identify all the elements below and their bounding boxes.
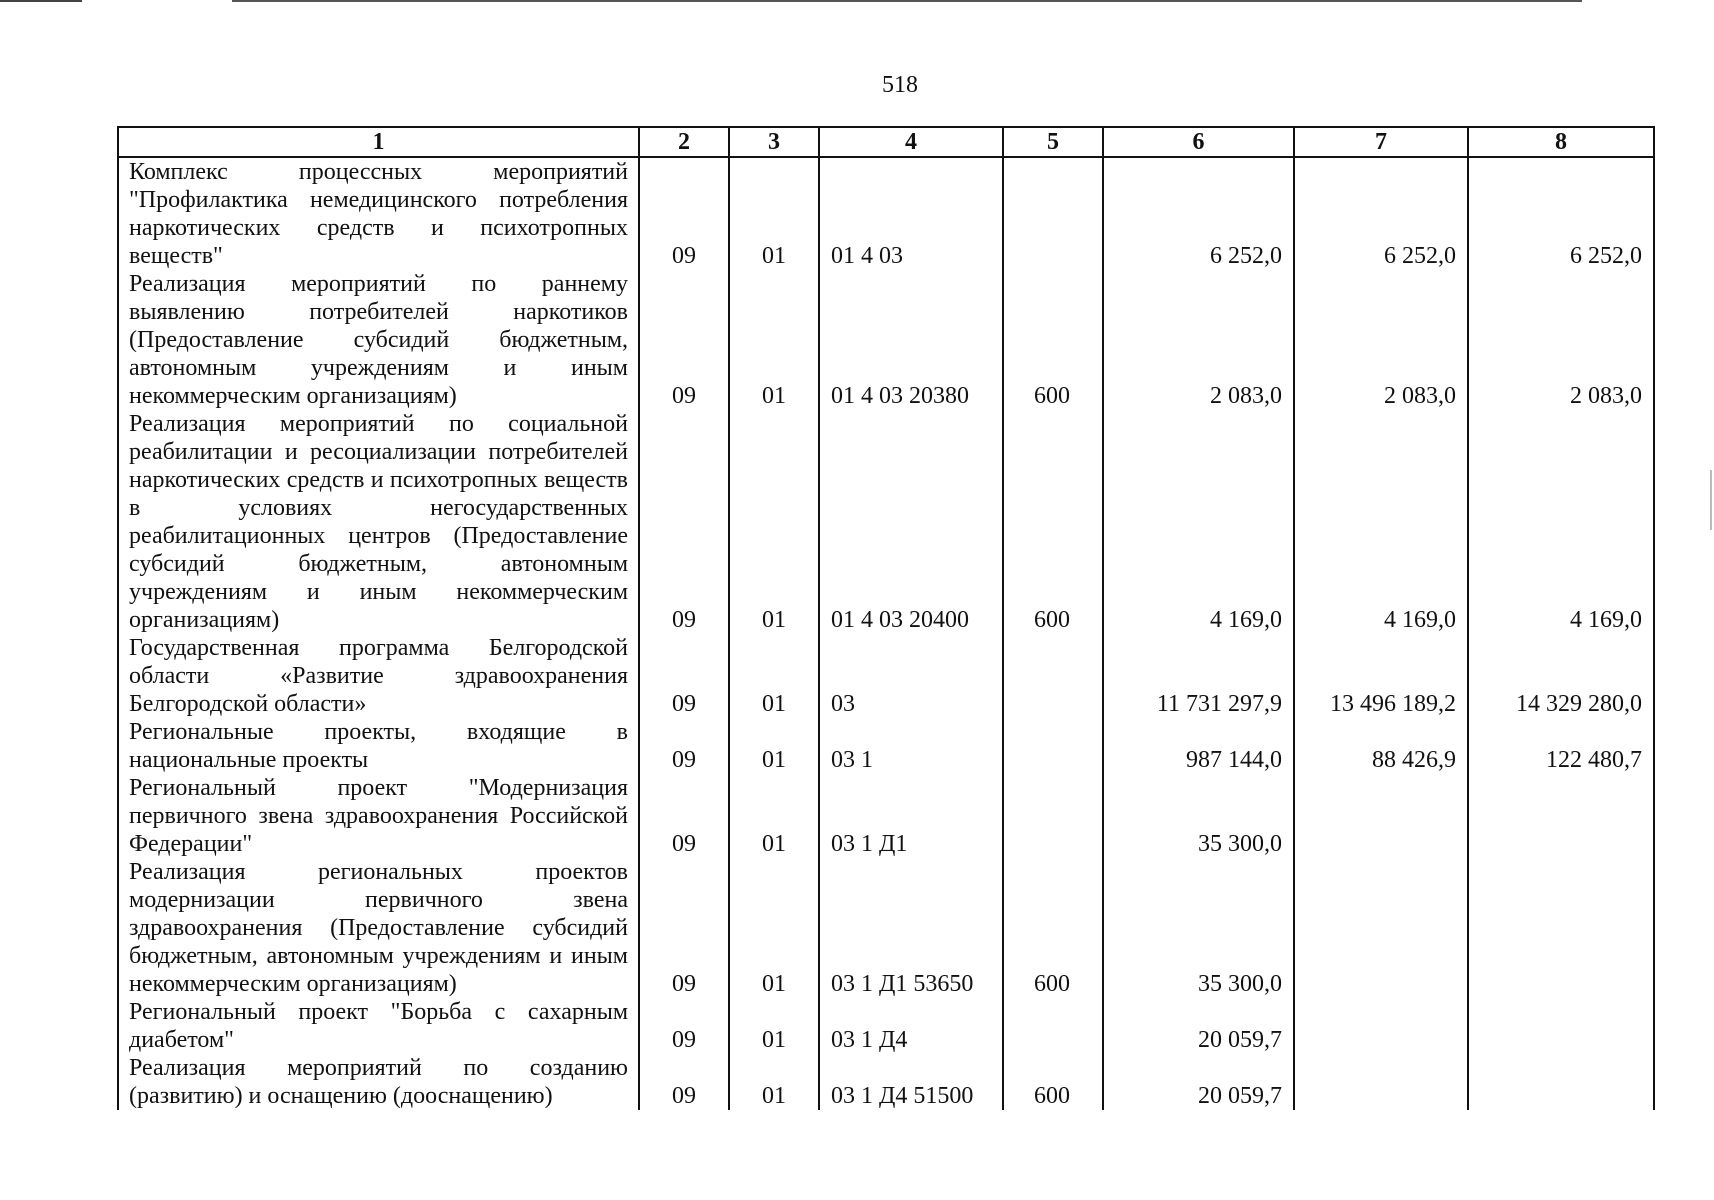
row-section: 09 [639,157,729,270]
row-target-code: 03 1 Д4 [819,998,1003,1054]
row-subsection: 01 [729,718,819,774]
row-amount-6: 987 144,0 [1103,718,1294,774]
row-amount-8: 2 083,0 [1468,270,1654,410]
row-target-code: 03 1 Д1 [819,774,1003,858]
row-name: Региональный проект "Модернизация первичного звена здравоохранения Российской Федерации" [118,774,639,858]
row-name: Реализация мероприятий по раннему выявлению потребителей наркотиков (Предоставление субсидий бюджетным, автономным учреждениям и иным некоммерческим организациям) [118,270,639,410]
row-target-code: 01 4 03 [819,157,1003,270]
row-expense-type [1003,774,1103,858]
row-name: Комплекс процессных мероприятий "Профилактика немедицинского потребления наркотических средств и психотропных веществ" [118,157,639,270]
row-section: 09 [639,998,729,1054]
row-amount-7: 13 496 189,2 [1294,634,1468,718]
table-row [118,410,1654,634]
table-row [118,998,1654,1054]
row-subsection: 01 [729,998,819,1054]
row-amount-8: 14 329 280,0 [1468,634,1654,718]
top-rule-right [232,0,1582,2]
row-subsection: 01 [729,270,819,410]
row-amount-6: 4 169,0 [1103,410,1294,634]
row-amount-6: 6 252,0 [1103,157,1294,270]
row-amount-6: 35 300,0 [1103,858,1294,998]
budget-table [117,126,1655,1110]
table-row [118,157,1654,270]
header-col-1: 1 [118,127,639,157]
row-subsection: 01 [729,858,819,998]
row-subsection: 01 [729,774,819,858]
table-header-row [118,127,1654,157]
table-row [118,1054,1654,1110]
row-subsection: 01 [729,1054,819,1110]
row-expense-type: 600 [1003,270,1103,410]
row-amount-7 [1294,858,1468,998]
row-target-code: 03 1 [819,718,1003,774]
row-name: Государственная программа Белгородской области «Развитие здравоохранения Белгородской области» [118,634,639,718]
header-col-6: 6 [1103,127,1294,157]
row-name: Реализация мероприятий по социальной реабилитации и ресоциализации потребителей наркотических средств и психотропных веществ в условиях негосударственных реабилитационных центров (Предоставление субсидий бюджетным, автономным учреждениям и иным некоммерческим организациям) [118,410,639,634]
table-row [118,270,1654,410]
row-target-code: 03 [819,634,1003,718]
row-name: Региональные проекты, входящие в национальные проекты [118,718,639,774]
row-amount-6: 2 083,0 [1103,270,1294,410]
table-row [118,774,1654,858]
row-expense-type [1003,634,1103,718]
table-row [118,634,1654,718]
row-amount-6: 11 731 297,9 [1103,634,1294,718]
row-amount-7 [1294,1054,1468,1110]
row-name: Реализация мероприятий по созданию (развитию) и оснащению (дооснащению) [118,1054,639,1110]
header-col-5: 5 [1003,127,1103,157]
row-amount-8: 4 169,0 [1468,410,1654,634]
row-expense-type: 600 [1003,1054,1103,1110]
row-amount-7 [1294,774,1468,858]
row-amount-8 [1468,774,1654,858]
top-rule-left [0,0,82,2]
row-target-code: 01 4 03 20380 [819,270,1003,410]
row-subsection: 01 [729,157,819,270]
row-expense-type [1003,998,1103,1054]
row-name: Региональный проект "Борьба с сахарным диабетом" [118,998,639,1054]
header-col-2: 2 [639,127,729,157]
row-subsection: 01 [729,634,819,718]
row-amount-7: 88 426,9 [1294,718,1468,774]
row-amount-8 [1468,998,1654,1054]
row-target-code: 01 4 03 20400 [819,410,1003,634]
row-amount-8: 6 252,0 [1468,157,1654,270]
row-section: 09 [639,410,729,634]
row-subsection: 01 [729,410,819,634]
row-section: 09 [639,858,729,998]
page-number: 518 [882,72,918,98]
row-amount-7: 4 169,0 [1294,410,1468,634]
row-amount-7: 2 083,0 [1294,270,1468,410]
row-amount-8 [1468,1054,1654,1110]
row-target-code: 03 1 Д4 51500 [819,1054,1003,1110]
row-section: 09 [639,718,729,774]
scan-edge-mark [1710,470,1712,530]
row-amount-6: 20 059,7 [1103,1054,1294,1110]
row-expense-type [1003,718,1103,774]
row-target-code: 03 1 Д1 53650 [819,858,1003,998]
row-amount-8: 122 480,7 [1468,718,1654,774]
row-section: 09 [639,270,729,410]
row-section: 09 [639,634,729,718]
header-col-4: 4 [819,127,1003,157]
row-amount-7: 6 252,0 [1294,157,1468,270]
header-col-8: 8 [1468,127,1654,157]
table-row [118,858,1654,998]
row-amount-6: 35 300,0 [1103,774,1294,858]
header-col-3: 3 [729,127,819,157]
row-expense-type [1003,157,1103,270]
row-amount-8 [1468,858,1654,998]
row-section: 09 [639,774,729,858]
table-row [118,718,1654,774]
row-name: Реализация региональных проектов модернизации первичного звена здравоохранения (Предоставление субсидий бюджетным, автономным учреждениям и иным некоммерческим организациям) [118,858,639,998]
row-expense-type: 600 [1003,410,1103,634]
row-expense-type: 600 [1003,858,1103,998]
row-section: 09 [639,1054,729,1110]
row-amount-6: 20 059,7 [1103,998,1294,1054]
row-amount-7 [1294,998,1468,1054]
header-col-7: 7 [1294,127,1468,157]
